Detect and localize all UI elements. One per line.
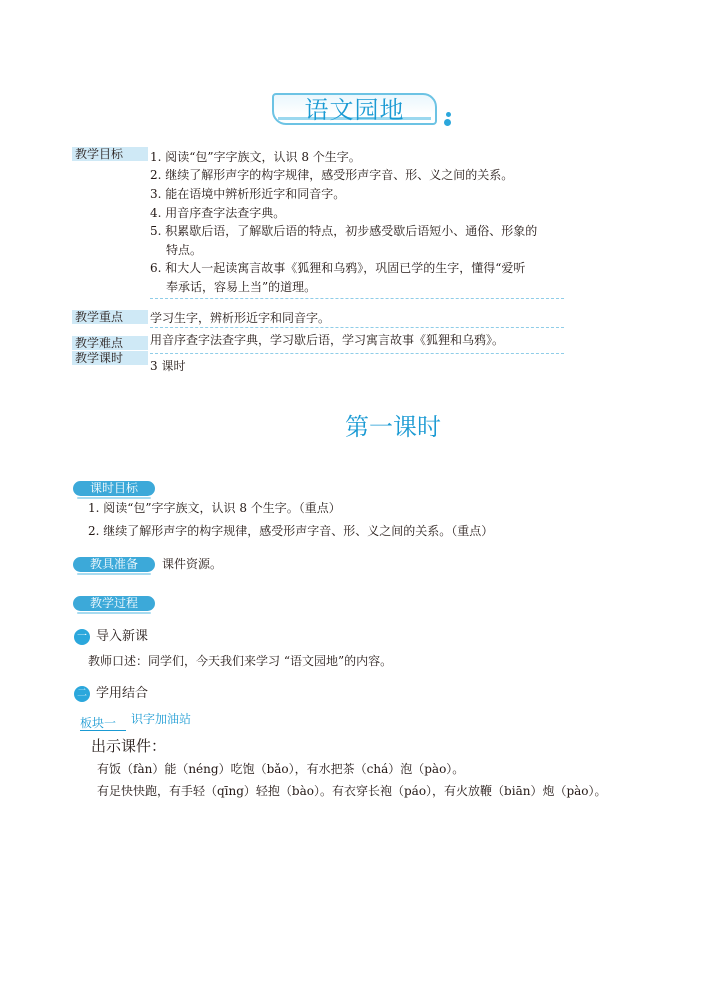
goal-item: 1. 阅读“包”字字族文，认识 8 个生字。 [150,150,361,164]
page-title: 语文园地 [304,96,405,124]
decor-dot-icon [444,119,451,126]
materials-label: 教具准备 [73,557,155,572]
key-points-text: 学习生字，辨析形近字和同音字。 [150,311,331,325]
section-heading: 导入新课 [96,629,149,644]
objective-item: 2. 继续了解形声字的构字规律，感受形声字音、形、义之间的关系。（重点） [88,524,494,538]
process-label: 教学过程 [73,596,155,611]
divider [150,327,564,328]
lesson-title: 第一课时 [345,413,441,441]
objectives-label: 课时目标 [73,481,155,496]
hours-label: 教学课时 [72,351,148,365]
courseware-line: 有足快快跑，有手轻（qīng）轻抱（bào）。有衣穿长袍（páo），有火放鞭（biān）炮（pào）。 [97,784,607,798]
show-courseware-heading: 出示课件： [91,737,167,755]
goal-item: 3. 能在语境中辨析形近字和同音字。 [150,187,346,201]
divider [150,353,564,354]
goal-item: 2. 继续了解形声字的构字规律，感受形声字音、形、义之间的关系。 [150,168,514,182]
difficulties-label: 教学难点 [72,336,148,350]
courseware-line: 有饭（fàn）能（néng）吃饱（bǎo），有水把茶（chá）泡（pào）。 [97,762,465,776]
divider [150,298,564,299]
goal-item-continued: 奉承话，容易上当”的道理。 [166,280,317,294]
hours-text: 3 课时 [150,359,186,373]
section-heading: 学用结合 [96,686,149,701]
section-text: 教师口述：同学们，今天我们来学习 “语文园地”的内容。 [88,654,393,668]
objective-item: 1. 阅读“包”字字族文，认识 8 个生字。（重点） [88,501,341,515]
page-title-banner [272,93,437,125]
goal-item: 4. 用音序查字法查字典。 [150,206,286,220]
block-label: 板块一 [80,716,117,730]
section-number-badge: 二 [74,686,90,702]
goals-label: 教学目标 [72,147,148,161]
goal-item: 6. 和大人一起读寓言故事《狐狸和乌鸦》，巩固已学的生字，懂得“爱听 [150,261,526,275]
difficulties-text: 用音序查字法查字典，学习歇后语，学习寓言故事《狐狸和乌鸦》。 [150,333,505,347]
section-number-badge: 一 [74,629,90,645]
decor-dot-icon [446,112,451,117]
materials-text: 课件资源。 [162,557,223,571]
key-points-label: 教学重点 [72,310,148,324]
block-name: 识字加油站 [131,712,192,726]
goal-item: 5. 积累歇后语，了解歇后语的特点，初步感受歇后语短小、通俗、形象的 [150,224,538,238]
goal-item-continued: 特点。 [166,243,203,257]
block-underline [80,730,126,731]
